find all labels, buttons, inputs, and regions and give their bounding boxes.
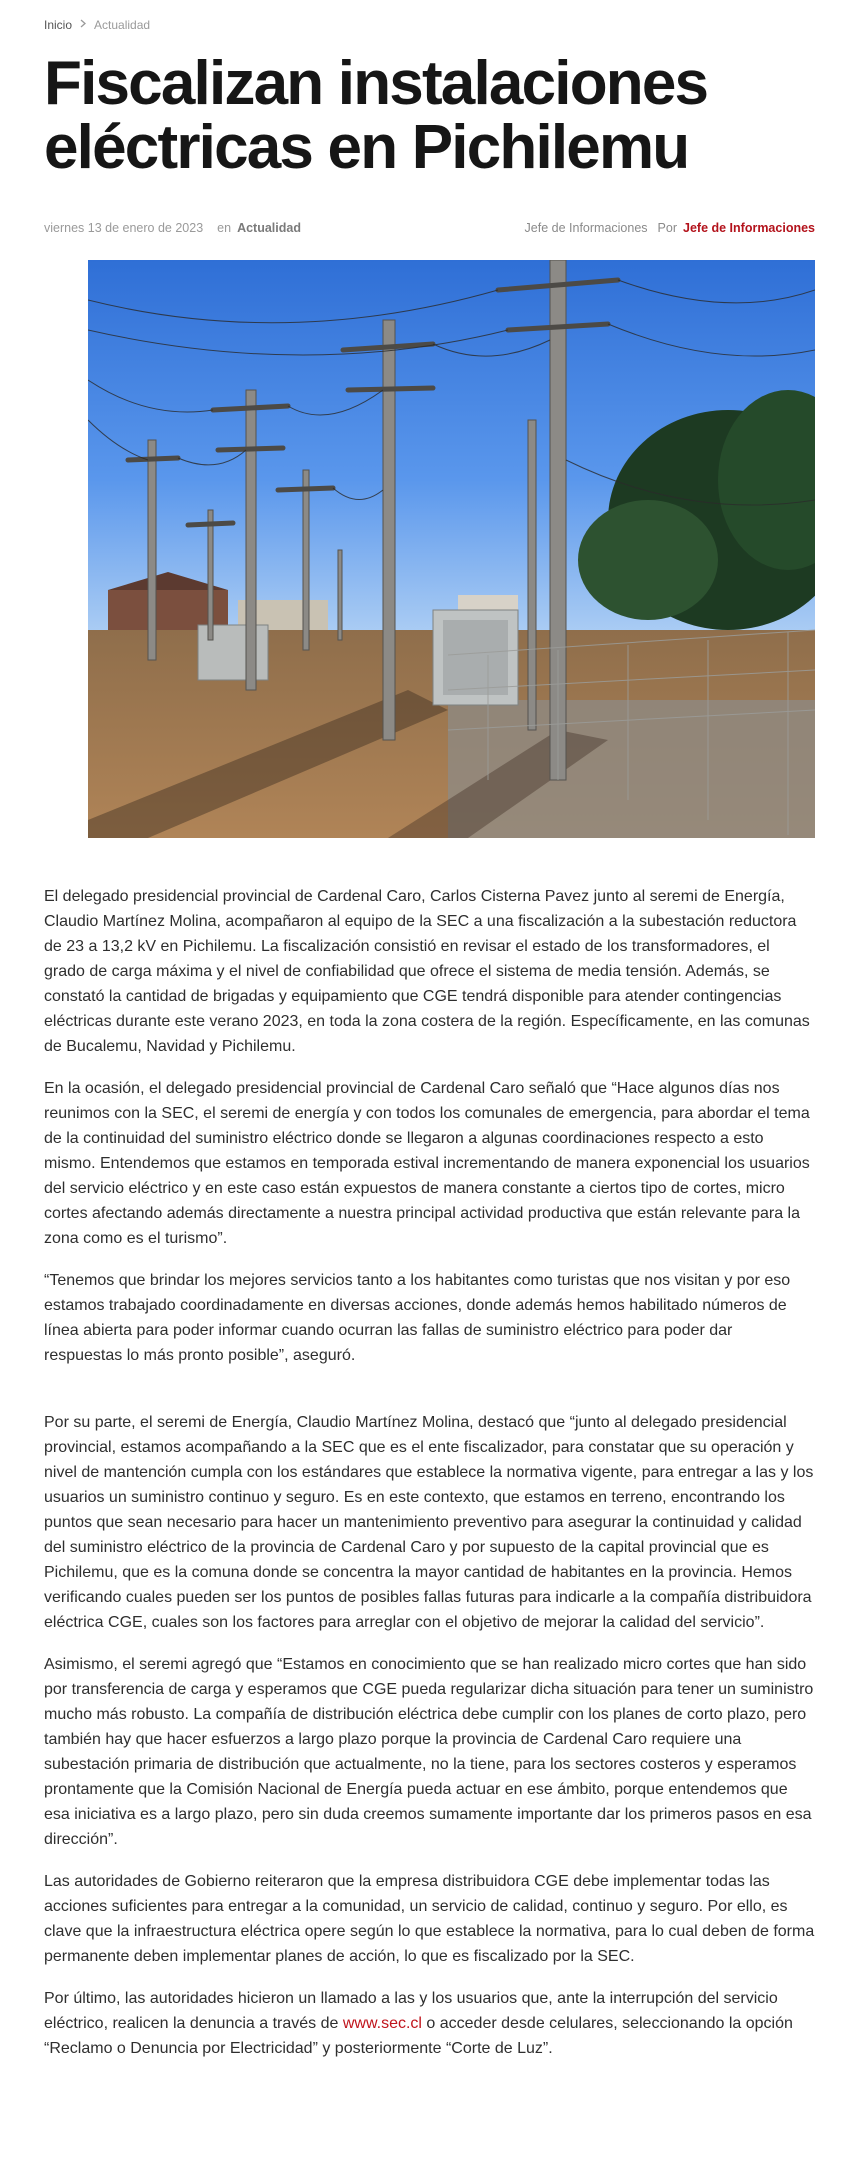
article-meta (44, 221, 815, 235)
article-paragraph: En la ocasión, el delegado presidencial provincial de Cardenal Caro señaló que “Hace algunos días nos reunimos con la SEC, el seremi de energía y con todos los comunales de emergencia, para abordar el tema de la continuidad del suministro eléctrico donde se llegaron a algunas coordinaciones respecto a esto mismo. Entendemos que estamos en temporada estival incrementando de manera exponencial los usuarios del servicio eléctrico y en este caso están expuestos de manera constante a ciertos tipo de cortes, micro cortes afectando además directamente a nuestra principal actividad productiva que están relevante para la zona como es el turismo”. (44, 1080, 810, 1247)
article-paragraph-last (44, 1986, 815, 2061)
sec-link[interactable]: www.sec.cl (342, 2015, 422, 2032)
article-paragraph: El delegado presidencial provincial de Cardenal Caro, Carlos Cisterna Pavez junto al seremi de Energía, Claudio Martínez Molina, acompañaron al equipo de la SEC a una fiscalización a la subestación reductora de 23 a 13,2 kV en Pichilemu. La fiscalización consistió en revisar el estado de los transformadores, el grado de carga máxima y el nivel de confiabilidad que ofrece el sistema de media tensión. Además, se constató la cantidad de brigadas y equipamiento que CGE tendrá disponible para atender contingencias eléctricas durante este verano 2023, en toda la zona costera de la región. Específicamente, en las comunas de Bucalemu, Navidad y Pichilemu. (44, 888, 810, 1055)
breadcrumb (44, 18, 150, 32)
breadcrumb-current: Actualidad (94, 18, 151, 32)
last-paragraph-text-after: o acceder desde celulares, seleccionando la opción “Reclamo o Denuncia por Electricidad” y posteriormente “Corte de Luz”. (44, 2015, 793, 2057)
substation-photo (88, 260, 815, 838)
article-meta-right (525, 221, 815, 235)
article-paragraph: Asimismo, el seremi agregó que “Estamos en conocimiento que se han realizado micro cortes que han sido por transferencia de carga y esperamos que CGE pueda regularizar dicha situación para tener un suministro mucho más robusto. La compañía de distribución eléctrica debe cumplir con los planes de corto plazo, pero también hay que hacer esfuerzos a largo plazo porque la provincia de Cardenal Caro requiere una subestación primaria de distribución que actualmente, no la tiene, para los sectores costeros y esperamos prontamente que la Comisión Nacional de Energía pueda actuar en ese ámbito, porque entendemos que esa iniciativa es a largo plazo, pero sin duda creemos sumamente importante dar los primeros pasos en esa dirección”. (44, 1656, 814, 1848)
article-paragraph: “Tenemos que brindar los mejores servicios tanto a los habitantes como turistas que nos visitan y por eso estamos trabajado coordinadamente en diversas acciones, donde además hemos habilitado números de línea abierta para poder informar cuando ocurran las fallas de suministro eléctrico para poder dar respuestas lo más pronto posible”, aseguró. (44, 1272, 791, 1364)
chevron-right-icon (80, 19, 86, 31)
category-link[interactable]: Actualidad (237, 221, 301, 235)
category-prefix: en (217, 221, 232, 235)
article-paragraph: Las autoridades de Gobierno reiteraron que la empresa distribuidora CGE debe implementar todas las acciones suficientes para entregar a la comunidad, un servicio de calidad, continuo y seguro. Por ello, es clave que la infraestructura eléctrica opere según lo que establece la normativa, para lo cual deben de forma permanente deben implementar planes de acción, lo que es fiscalizado por la SEC. (44, 1873, 815, 1965)
last-paragraph-text-before: Por último, las autoridades hicieron un llamado a las y los usuarios que, ante la interrupción del servicio eléctrico, realicen la denuncia a través de (44, 1990, 778, 2032)
article-title: Fiscalizan instalaciones eléctricas en Pichilemu (44, 49, 708, 182)
author-name: Jefe de Informaciones (524, 221, 648, 235)
breadcrumb-home-link[interactable]: Inicio (44, 18, 73, 32)
article-date: viernes 13 de enero de 2023 (44, 221, 204, 235)
article-meta-left (44, 221, 301, 235)
article-paragraph: Por su parte, el seremi de Energía, Claudio Martínez Molina, destacó que “junto al delegado presidencial provincial, estamos acompañando a la SEC que es el ente fiscalizador, para constatar que su operación y nivel de mantención cumpla con los estándares que establece la normativa vigente, para entregar a las y los usuarios un suministro continuo y seguro. Es en este contexto, que estamos en terreno, encontrando los puntos que sean necesario para hacer un mantenimiento preventivo para asegurar la continuidad y calidad del suministro eléctrico de la provincia de Cardenal Caro y por supuesto de la capital provincial que es Pichilemu, que es la comuna donde se concentra la mayor cantidad de habitantes en la provincia. Hemos verificando cuales pueden ser los puntos de posibles fallas futuras para indicarle a la compañía distribuidora eléctrica CGE, cuales son los factores para arreglar con el objetivo de mejorar la calidad del servicio”. (44, 1414, 814, 1631)
author-prefix: Por (657, 221, 677, 235)
article-hero-image (88, 260, 815, 838)
article-body (44, 884, 815, 2078)
author-link[interactable]: Jefe de Informaciones (683, 221, 815, 235)
